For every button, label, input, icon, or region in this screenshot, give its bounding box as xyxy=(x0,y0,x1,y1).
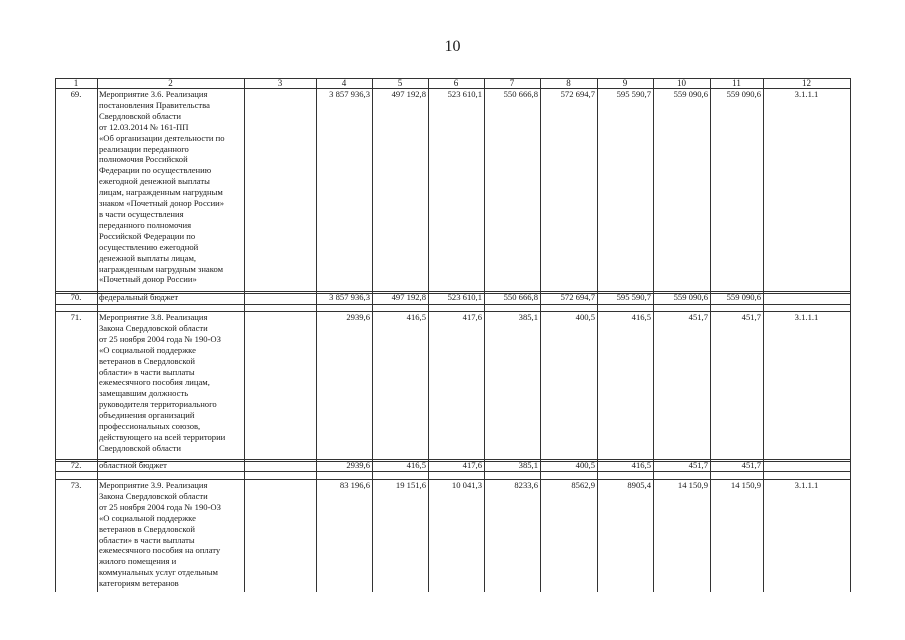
amount-cell: 19 151,6 xyxy=(395,480,426,490)
row-code: 3.1.1.1 xyxy=(794,89,819,99)
amount-cell: 497 192,8 xyxy=(391,292,426,302)
table-column-rule xyxy=(653,78,654,592)
row-column-3 xyxy=(244,292,316,304)
header-cell: 12 xyxy=(802,78,811,88)
amount-cell: 417,6 xyxy=(462,312,482,322)
amount-cell: 595 590,7 xyxy=(616,292,651,302)
amount-cell: 416,5 xyxy=(406,460,426,470)
header-cell: 4 xyxy=(341,78,347,88)
header-cell: 8 xyxy=(566,78,571,88)
amount-cell: 14 150,9 xyxy=(730,480,761,490)
amount-cell: 14 150,9 xyxy=(677,480,708,490)
amount-cell: 416,5 xyxy=(406,312,426,322)
row-number: 73. xyxy=(70,480,82,490)
page-number: 10 xyxy=(444,38,461,55)
amount-cell: 416,5 xyxy=(631,312,651,322)
row-description: федеральный бюджет xyxy=(99,292,179,302)
amount-cell: 559 090,6 xyxy=(726,89,761,99)
amount-cell: 8562,9 xyxy=(571,480,595,490)
row-number: 70. xyxy=(70,292,82,302)
row-column-3 xyxy=(244,480,316,592)
header-cell: 6 xyxy=(453,78,459,88)
amount-cell: 595 590,7 xyxy=(616,89,651,99)
amount-cell: 8905,4 xyxy=(627,480,651,490)
table-column-rule xyxy=(850,78,851,592)
amount-cell: 523 610,1 xyxy=(447,89,482,99)
amount-cell: 451,7 xyxy=(741,460,761,470)
row-number: 72. xyxy=(70,460,82,470)
header-cell: 2 xyxy=(168,78,173,88)
row-number: 69. xyxy=(70,89,82,99)
amount-cell: 550 666,8 xyxy=(503,292,538,302)
header-cell: 7 xyxy=(509,78,515,88)
table-column-rule xyxy=(540,78,541,592)
amount-cell: 3 857 936,3 xyxy=(329,89,370,99)
amount-cell: 559 090,6 xyxy=(726,292,761,302)
amount-cell: 559 090,6 xyxy=(673,292,708,302)
amount-cell: 451,7 xyxy=(741,312,761,322)
amount-cell: 2939,6 xyxy=(346,312,370,322)
amount-cell: 572 694,7 xyxy=(560,89,595,99)
amount-cell: 385,1 xyxy=(518,460,538,470)
row-column-3 xyxy=(244,460,316,471)
amount-cell: 3 857 936,3 xyxy=(329,292,370,302)
table-column-rule xyxy=(484,78,485,592)
amount-cell: 416,5 xyxy=(631,460,651,470)
table-rule xyxy=(55,304,850,305)
amount-cell: 2939,6 xyxy=(346,460,370,470)
row-column-3 xyxy=(244,312,316,459)
header-cell: 11 xyxy=(732,78,741,88)
header-cell: 3 xyxy=(277,78,283,88)
row-code xyxy=(763,292,850,304)
table-column-rule xyxy=(763,78,764,592)
amount-cell: 550 666,8 xyxy=(503,89,538,99)
table-column-rule xyxy=(316,78,317,592)
row-column-3 xyxy=(244,89,316,291)
amount-cell: 451,7 xyxy=(688,312,708,322)
amount-cell: 10 041,3 xyxy=(451,480,482,490)
header-cell: 1 xyxy=(73,78,79,88)
amount-cell: 400,5 xyxy=(575,460,595,470)
header-cell: 9 xyxy=(622,78,628,88)
table-column-rule xyxy=(428,78,429,592)
row-description: Мероприятие 3.8. Реализация Закона Свердловской области от 25 ноября 2004 года № 190-ОЗ «О социальной поддержке ветеранов в Свердловской области» в части выплаты ежемесячного пособия лицам, замещавшим должность руководителя территориального объединения организаций профессиональных союзов, действующего на всей территории Свердловской области xyxy=(99,312,226,453)
amount-cell: 497 192,8 xyxy=(391,89,426,99)
header-cell: 5 xyxy=(397,78,403,88)
amount-cell: 417,6 xyxy=(462,460,482,470)
table-column-rule xyxy=(372,78,373,592)
table-column-rule xyxy=(710,78,711,592)
amount-cell: 8233,6 xyxy=(514,480,538,490)
amount-cell: 572 694,7 xyxy=(560,292,595,302)
row-code xyxy=(763,460,850,472)
row-description: Мероприятие 3.6. Реализация постановления Правительства Свердловской области от 12.03.2014 № 161-ПП «Об организации деятельности по реализации переданного полномочия Российской Федерации по осуществлению ежегодной денежной выплаты лицам, награжденным нагрудным знаком «Почетный донор России» в части осуществления переданного полномочия Российской Федерации по осуществлению ежегодной денежной выплаты лицам, награжденным нагрудным знаком «Почетный донор России» xyxy=(99,89,225,285)
amount-cell: 400,5 xyxy=(575,312,595,322)
row-code: 3.1.1.1 xyxy=(794,312,819,322)
row-description: областной бюджет xyxy=(99,460,167,470)
amount-cell: 451,7 xyxy=(688,460,708,470)
row-number: 71. xyxy=(70,312,82,322)
amount-cell: 523 610,1 xyxy=(447,292,482,302)
row-description: Мероприятие 3.9. Реализация Закона Свердловской области от 25 ноября 2004 года № 190-ОЗ «О социальной поддержке ветеранов в Свердловской области» в части выплаты ежемесячного пособия на оплату жилого помещения и коммунальных услуг отдельным категориям ветеранов xyxy=(99,480,221,589)
row-code: 3.1.1.1 xyxy=(794,480,819,490)
amount-cell: 385,1 xyxy=(518,312,538,322)
amount-cell: 83 196,6 xyxy=(339,480,370,490)
table-column-rule xyxy=(597,78,598,592)
amount-cell: 559 090,6 xyxy=(673,89,708,99)
header-cell: 10 xyxy=(677,78,686,88)
